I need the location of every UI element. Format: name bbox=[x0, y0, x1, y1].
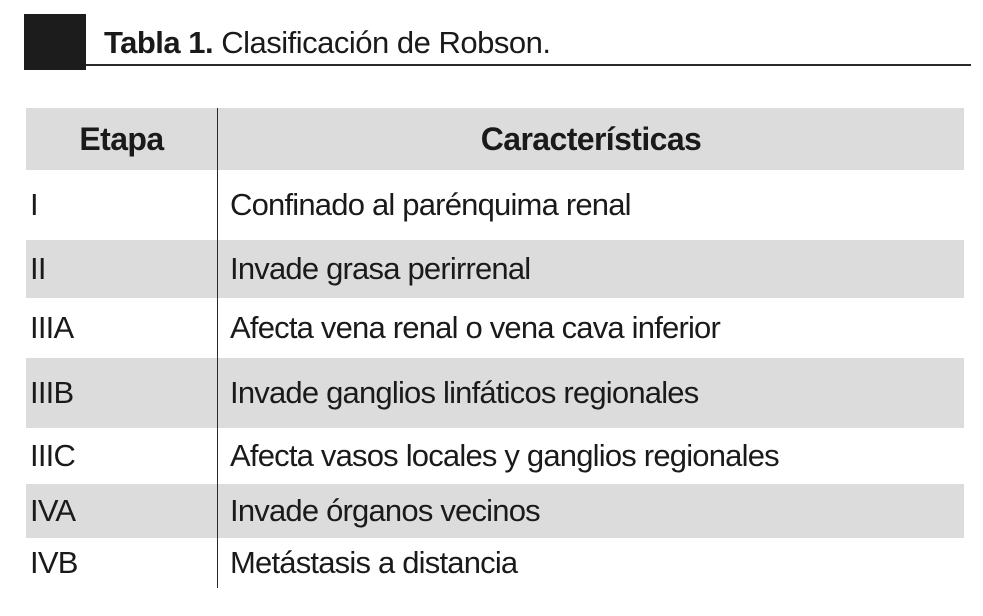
table-header-row bbox=[26, 108, 964, 170]
header-characteristics: Características bbox=[480, 120, 702, 157]
stage-cell: IIIC bbox=[26, 428, 218, 484]
table-row bbox=[26, 240, 964, 298]
table-title-label: Tabla 1. bbox=[104, 25, 214, 60]
characteristics-cell: Invade grasa perirrenal bbox=[230, 251, 531, 286]
table-title bbox=[104, 22, 550, 64]
table-row bbox=[26, 170, 964, 240]
stage-cell: IIIB bbox=[26, 358, 218, 428]
stage-cell: IIIA bbox=[26, 298, 218, 358]
stage-cell: IVA bbox=[26, 484, 218, 538]
characteristics-cell: Afecta vena renal o vena cava inferior bbox=[230, 310, 721, 345]
table-row bbox=[26, 538, 964, 588]
characteristics-cell: Invade ganglios linfáticos regionales bbox=[230, 375, 699, 410]
title-divider bbox=[86, 64, 971, 66]
table-row bbox=[26, 484, 964, 538]
stage-cell: II bbox=[26, 240, 218, 298]
table-row bbox=[26, 358, 964, 428]
table-row bbox=[26, 298, 964, 358]
title-marker-block bbox=[24, 14, 86, 70]
robson-classification-table bbox=[26, 108, 964, 588]
characteristics-cell: Afecta vasos locales y ganglios regionales bbox=[230, 438, 779, 473]
characteristics-cell: Invade órganos vecinos bbox=[230, 493, 540, 528]
header-stage: Etapa bbox=[26, 108, 218, 170]
characteristics-cell: Confinado al parénquima renal bbox=[230, 187, 631, 222]
stage-cell: I bbox=[26, 170, 218, 240]
table-row bbox=[26, 428, 964, 484]
characteristics-cell: Metástasis a distancia bbox=[230, 545, 518, 580]
stage-cell: IVB bbox=[26, 538, 218, 588]
table-title-caption: Clasificación de Robson. bbox=[213, 25, 551, 60]
